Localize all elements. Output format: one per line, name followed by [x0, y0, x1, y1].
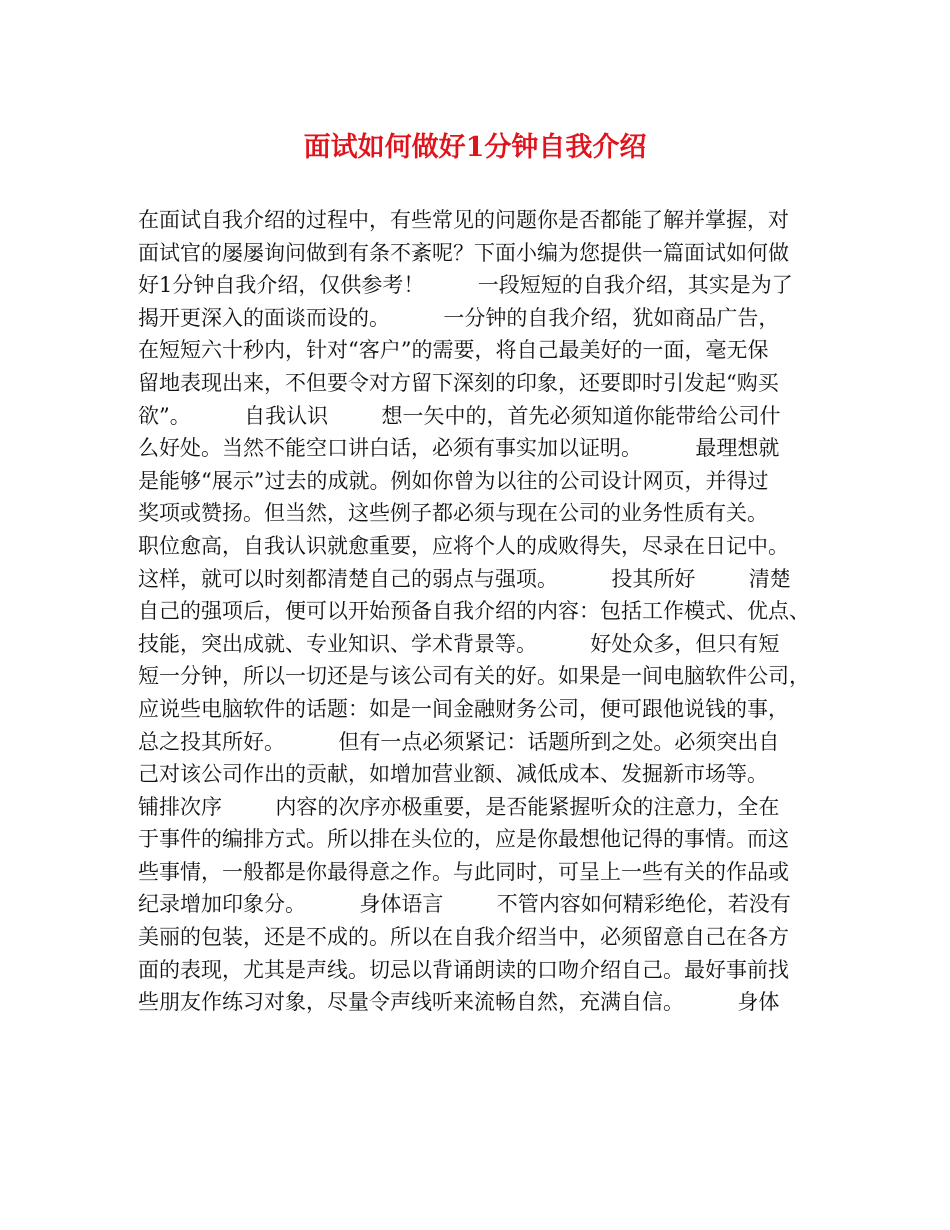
- body-line: 应说些电脑软件的话题：如是一间金融财务公司，便可跟他说钱的事，: [138, 696, 789, 721]
- document-body: [138, 204, 838, 1019]
- body-line: 揭开更深入的面谈而设的。 一分钟的自我介绍，犹如商品广告，: [138, 305, 780, 330]
- body-line: 职位愈高，自我认识就愈重要，应将个人的成败得失，尽录在日记中。: [138, 533, 789, 558]
- body-line: 些朋友作练习对象，尽量令声线听来流畅自然，充满自信。 身体: [138, 990, 780, 1015]
- body-line: 奖项或赞扬。但当然，这些例子都必须与现在公司的业务性质有关。: [138, 501, 768, 526]
- body-line: 些事情，一般都是你最得意之作。与此同时，可呈上一些有关的作品或: [138, 859, 789, 884]
- body-line: 在面试自我介绍的过程中，有些常见的问题你是否都能了解并掌握，对: [138, 208, 789, 232]
- body-line: 欲”。 自我认识 想一矢中的，首先必须知道你能带给公司什: [138, 403, 781, 428]
- body-line: 面的表现，尤其是声线。切忌以背诵朗读的口吻介绍自己。最好事前找: [138, 957, 789, 982]
- body-line: 于事件的编排方式。所以排在头位的，应是你最想他记得的事情。而这: [138, 827, 789, 852]
- body-line: 面试官的屡屡询问做到有条不紊呢？下面小编为您提供一篇面试如何做: [138, 240, 789, 265]
- body-line: 纪录增加印象分。 身体语言 不管内容如何精彩绝伦，若没有: [138, 892, 791, 917]
- body-line: 留地表现出来，不但要令对方留下深刻的印象，还要即时引发起“购买: [138, 370, 779, 395]
- body-line: 么好处。当然不能空口讲白话，必须有事实加以证明。 最理想就: [138, 436, 780, 461]
- body-line: 铺排次序 内容的次序亦极重要，是否能紧握听众的注意力，全在: [138, 794, 780, 819]
- body-line: 总之投其所好。 但有一点必须紧记：话题所到之处。必须突出自: [138, 729, 780, 754]
- body-line: 自己的强项后，便可以开始预备自我介绍的内容：包括工作模式、优点、: [138, 599, 810, 624]
- body-line: 己对该公司作出的贡献，如增加营业额、减低成本、发掘新市场等。: [138, 762, 768, 787]
- body-line: 短一分钟，所以一切还是与该公司有关的好。如果是一间电脑软件公司，: [138, 664, 810, 689]
- body-line: 这样，就可以时刻都清楚自己的弱点与强项。 投其所好 清楚: [138, 566, 791, 591]
- body-line: 在短短六十秒内，针对“客户”的需要，将自己最美好的一面，毫无保: [138, 338, 769, 363]
- body-line: 技能，突出成就、专业知识、学术背景等。 好处众多，但只有短: [138, 631, 780, 656]
- document-title: 面试如何做好1分钟自我介绍: [303, 132, 647, 163]
- body-line: 好1分钟自我介绍，仅供参考！ 一段短短的自我介绍，其实是为了: [138, 273, 793, 298]
- body-line: 美丽的包装，还是不成的。所以在自我介绍当中，必须留意自己在各方: [138, 925, 789, 950]
- body-line: 是能够“展示”过去的成就。例如你曾为以往的公司设计网页，并得过: [138, 468, 769, 493]
